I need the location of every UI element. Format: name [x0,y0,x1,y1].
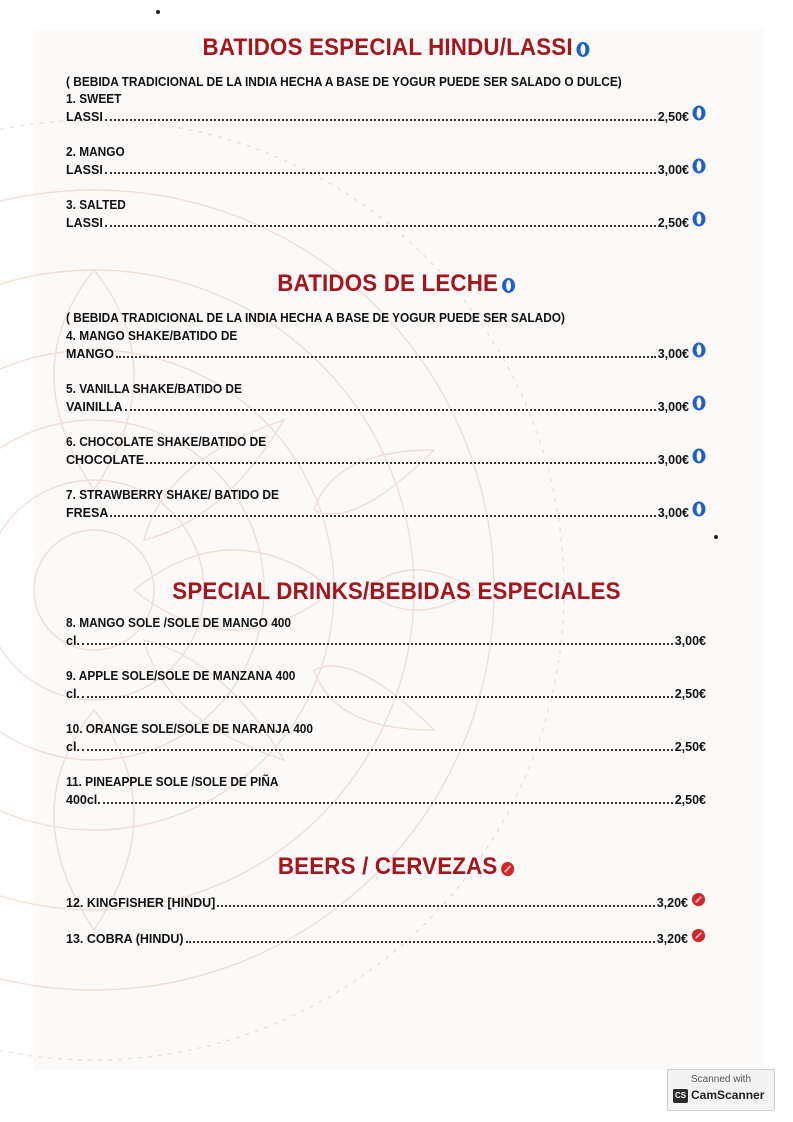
scan-speck [714,535,718,539]
item-price: 2,50€ [657,110,689,124]
menu-item: 13. COBRA (HINDU) 3,20€ [66,928,706,946]
item-price: 3,00€ [657,506,689,520]
item-price: 3,20€ [656,932,688,946]
menu-item: 6. CHOCOLATE SHAKE/BATIDO DE CHOCOLATE 3,00€ [66,435,706,467]
blue-circle-icon [692,448,706,467]
item-price: 2,50€ [674,793,706,807]
camscanner-watermark [667,1069,775,1111]
watermark-brand: CamScanner [691,1088,765,1102]
item-price: 3,00€ [674,634,706,648]
item-price: 3,20€ [656,896,688,910]
menu-item: 12. KINGFISHER [HINDU] 3,20€ [66,892,706,910]
item-price: 3,00€ [657,400,689,414]
blue-circle-icon [692,158,706,177]
menu-item: 8. MANGO SOLE /SOLE DE MANGO 400 cl. 3,00€ [66,616,706,648]
item-price: 2,50€ [674,687,706,701]
section-note: ( BEBIDA TRADICIONAL DE LA INDIA HECHA A BASE DE YOGUR PUEDE SER SALADO) [66,311,566,325]
scan-speck [156,10,160,14]
item-price: 2,50€ [674,740,706,754]
section-title-milkshakes: BATIDOS DE LECHE [28,270,765,301]
menu-item: 1. SWEET LASSI 2,50€ [66,92,706,124]
item-price: 2,50€ [657,216,689,230]
red-circle-icon [691,892,706,910]
blue-circle-icon [692,105,706,124]
section-title-beers: BEERS / CERVEZAS [28,853,765,884]
menu-item: 3. SALTED LASSI 2,50€ [66,198,706,230]
section-title-lassi: BATIDOS ESPECIAL HINDU/LASSI [28,34,765,65]
menu-item: 4. MANGO SHAKE/BATIDO DE MANGO 3,00€ [66,329,706,361]
menu-item: 11. PINEAPPLE SOLE /SOLE DE PIÑA 400cl. 2,50€ [66,775,706,807]
menu-item: 7. STRAWBERRY SHAKE/ BATIDO DE FRESA 3,00€ [66,488,706,520]
section-title-special-drinks: SPECIAL DRINKS/BEBIDAS ESPECIALES [172,578,621,605]
menu-item: 2. MANGO LASSI 3,00€ [66,145,706,177]
page-background [34,30,764,1070]
blue-circle-icon [501,273,516,301]
menu-item: 9. APPLE SOLE/SOLE DE MANZANA 400 cl. 2,50€ [66,669,706,701]
blue-circle-icon [692,211,706,230]
blue-circle-icon [692,342,706,361]
item-price: 3,00€ [657,453,689,467]
blue-circle-icon [692,501,706,520]
section-note: ( BEBIDA TRADICIONAL DE LA INDIA HECHA A BASE DE YOGUR PUEDE SER SALADO O DULCE) [66,75,622,89]
red-circle-icon [691,928,706,946]
red-circle-icon [500,856,515,884]
blue-circle-icon [692,395,706,414]
watermark-caption: Scanned with [690,1074,752,1085]
menu-item: 10. ORANGE SOLE/SOLE DE NARANJA 400 cl. 2,50€ [66,722,706,754]
item-price: 3,00€ [657,347,689,361]
item-price: 3,00€ [657,163,689,177]
menu-item: 5. VANILLA SHAKE/BATIDO DE VAINILLA 3,00€ [66,382,706,414]
camscanner-logo-icon: CS [673,1089,688,1103]
blue-circle-icon [576,37,591,65]
